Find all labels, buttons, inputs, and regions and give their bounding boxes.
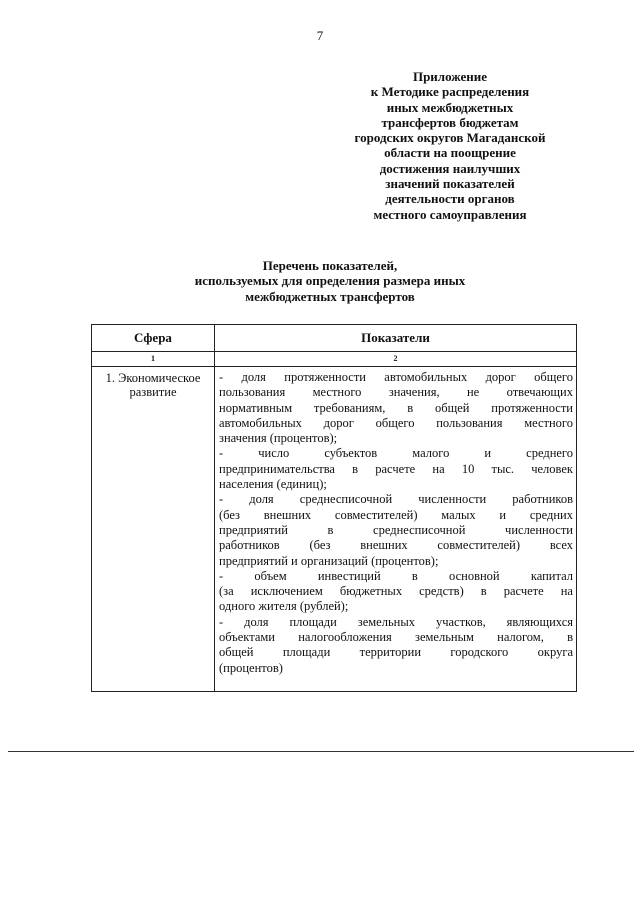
appendix-line: к Методике распределения [370, 84, 530, 100]
cell-padding [219, 676, 573, 688]
indicators-cell [215, 367, 577, 692]
indicator-line: (за исключением бюджетных средств) в расчете на [219, 584, 573, 599]
bottom-rule [8, 751, 634, 752]
column-number: 1 [92, 352, 215, 367]
indicator-line: - объем инвестиций в основной капитал [219, 568, 573, 583]
column-number-row [92, 352, 577, 367]
indicator-line: общей площади территории городского округа [219, 645, 573, 660]
indicator-line: - доля протяженности автомобильных дорог общего [219, 370, 573, 384]
list-title-line: Перечень показателей, [262, 258, 398, 273]
indicator-line: предпринимательства в расчете на 10 тыс. человек [219, 461, 573, 476]
header-indicators: Показатели [215, 325, 577, 352]
list-title-line: используемых для определения размера иных [194, 273, 466, 289]
indicator-line: автомобильных дорог общего пользования местного [219, 415, 573, 430]
indicator-line: объектами налогообложения земельным налогом, в [219, 630, 573, 645]
appendix-line: деятельности органов [385, 191, 515, 207]
indicator-line: одного жителя (рублей); [219, 599, 349, 614]
column-number: 2 [215, 352, 577, 367]
indicator-line: работников (без внешних совместителей) всех [219, 538, 573, 553]
indicator-line: нормативным требованиям, в общей протяженности [219, 400, 573, 415]
appendix-line: трансфертов бюджетам [381, 114, 519, 130]
appendix-line: Приложение [412, 69, 488, 84]
appendix-line: местного самоуправления [373, 206, 527, 222]
table-header-row [92, 325, 577, 352]
indicator-line: населения (единиц); [219, 477, 327, 492]
appendix-line: области на поощрение [384, 145, 516, 161]
indicator-line: значения (процентов); [219, 431, 338, 446]
page-number: 7 [316, 28, 324, 43]
indicator-line: - доля площади земельных участков, являющихся [219, 614, 573, 629]
indicator-line: - доля среднесписочной численности работников [219, 492, 573, 507]
appendix-line: значений показателей [385, 176, 515, 192]
appendix-line: иных межбюджетных [386, 99, 514, 115]
indicators-table [91, 324, 577, 692]
indicator-line: (без внешних совместителей) малых и средних [219, 507, 573, 522]
appendix-line: достижения наилучших [379, 160, 521, 176]
appendix-heading [330, 69, 570, 222]
indicator-line: пользования местного значения, не отвечающих [219, 385, 573, 400]
indicator-line: предприятий и организаций (процентов); [219, 553, 439, 568]
table-row [92, 367, 577, 692]
list-title [130, 258, 530, 304]
sphere-cell: 1. Экономическое развитие [92, 367, 215, 692]
indicator-line: - число субъектов малого и среднего [219, 446, 573, 461]
list-title-line: межбюджетных трансфертов [245, 288, 415, 304]
indicator-line: предприятий в среднесписочной численности [219, 522, 573, 537]
indicator-line: (процентов) [219, 660, 283, 675]
appendix-line: городских округов Магаданской [354, 130, 546, 146]
header-sphere: Сфера [92, 325, 215, 352]
